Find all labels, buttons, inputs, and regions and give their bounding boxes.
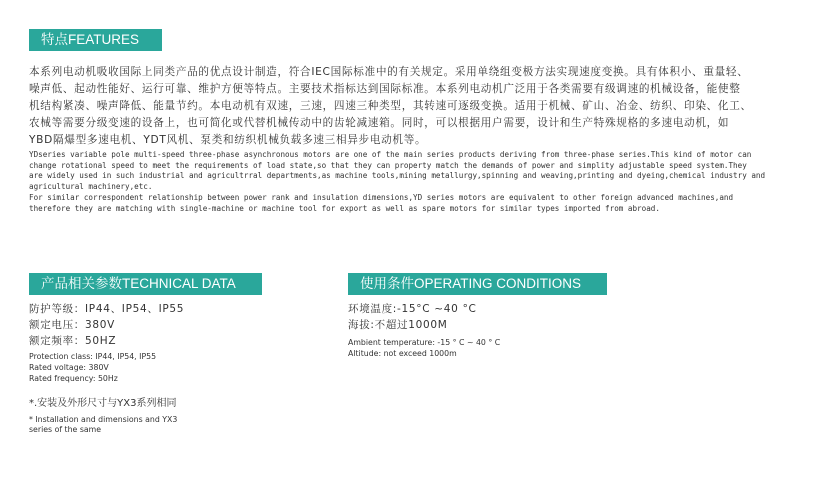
features-cn-description: 本系列电动机吸收国际上同类产品的优点设计制造，符合IEC国际标准中的有关规定。采用单绕组变极方法实现速度变换。具有体积小、重量轻、 噪声低、起动性能好、运行可靠、维护方便等特点。主要技术指标达到国际标准。本系列电动机广泛用于各类需要有级调速的机械设备，能使整 机结构紧凑、噪声降低、能量节约。本电动机有双速，三速，四速三种类型，其转速可逐级变换。适用于机械、矿山、冶金、纺织、印染、化工、 农械等需要分级变速的设备上，也可简化或代替机械传动中的齿轮减速箱。同时，可以根据用户需要，设计和生产特殊规格的多速电动机，如 YBD隔爆型多速电机、YDT风机、泵类和纺织机械负载多速三相异步电动机等。 [29,66,752,146]
protection-class-cn: 防护等级：IP44、IP54、IP55 [29,303,185,315]
installation-note-en: * Installation and dimensions and YX3 series of the same [29,415,178,435]
protection-class-en: Protection class: IP44, IP54, IP55 [29,352,157,361]
technical-data-header: 产品相关参数TECHNICAL DATA [29,273,262,295]
features-header: 特点FEATURES [29,29,162,51]
operating-conditions-header: 使用条件OPERATING CONDITIONS [348,273,607,295]
features-en-description-1: YDseries variable pole multi-speed three-phase asynchronous motors are one of the main series products deriving from three-phase series.This kind of motor can change rotational speed to meet the requirements of load state,so that they can property match the demands of power and simplity adjustable speed system.They are widely used in such industrial and agricultrral departments,as machine tools,mining metallurgy,spinning and weaving,printing and dyeing,chemical industry and agricultural machinery,etc. [29,150,766,191]
features-en-description-2: For similar correspondent relationship between power rank and insulation dimensions,YD series motors are equivalent to other foreign advanced machines,and therefore they are matching with single-machine or machine tool for export as well as spare motors for similar types imported from abroad. [29,193,734,213]
ambient-temperature-en: Ambient temperature: -15 ° C ~ 40 ° C [348,338,501,347]
rated-voltage-en: Rated voltage: 380V [29,363,109,372]
rated-frequency-en: Rated frequency: 50Hz [29,374,118,383]
rated-voltage-cn: 额定电压：380V [29,319,116,331]
installation-note-cn: *.安装及外形尺寸与YX3系列相同 [29,398,177,409]
rated-frequency-cn: 额定频率：50HZ [29,335,117,347]
altitude-en: Altitude: not exceed 1000m [348,349,457,358]
ambient-temperature-cn: 环境温度:-15°C ~40 °C [348,303,477,315]
altitude-cn: 海拔:不超过1000M [348,319,448,331]
